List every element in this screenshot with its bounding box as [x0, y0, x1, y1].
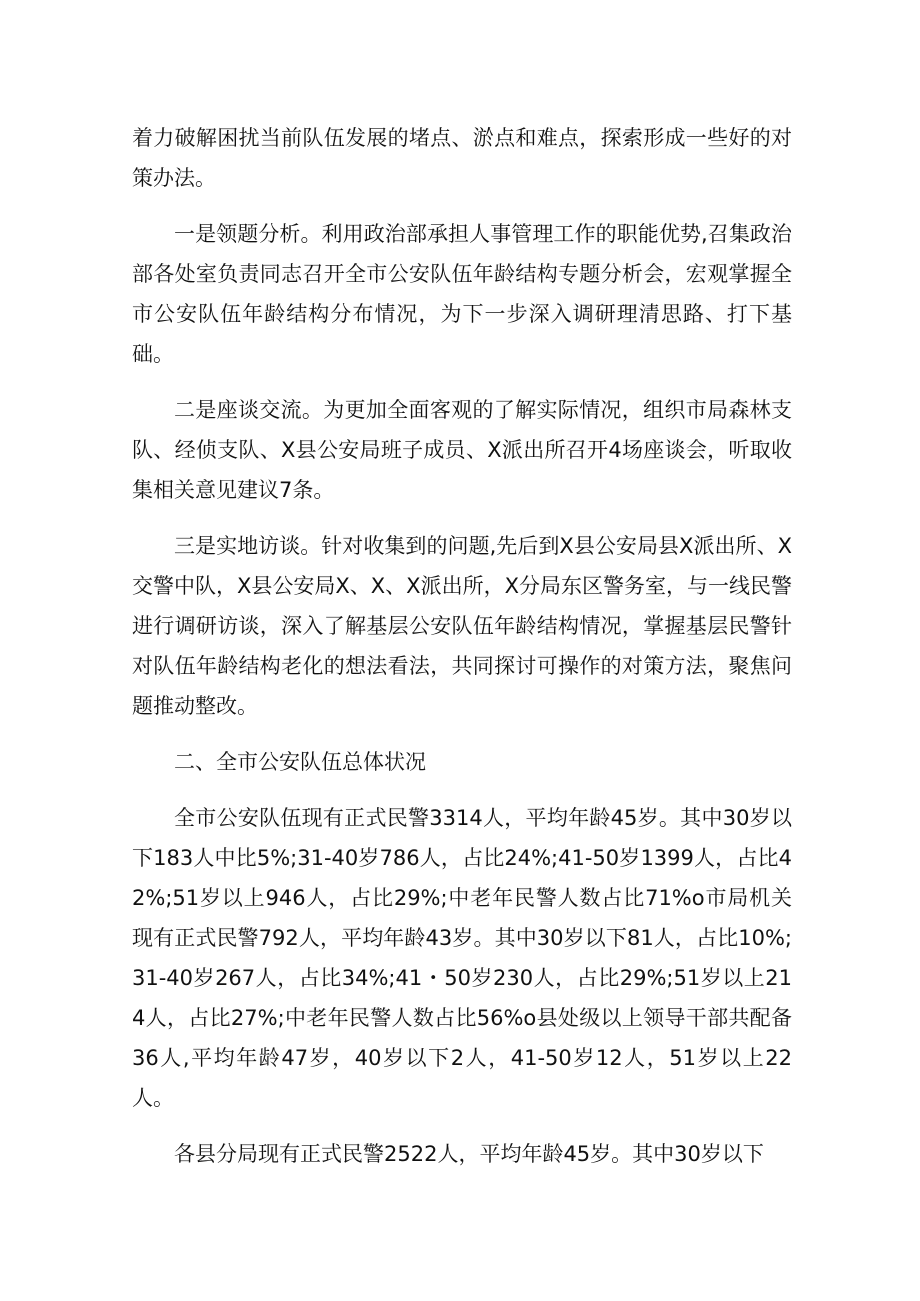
paragraph-county-status: 各县分局现有正式民警2522人，平均年龄45岁。其中30岁以下: [174, 1142, 764, 1166]
section-heading: 二、全市公安队伍总体状况: [174, 750, 426, 774]
document-body: [132, 118, 792, 1190]
paragraph-continuation: 着力破解困扰当前队伍发展的堵点、淤点和难点，探索形成一些好的对策办法。: [132, 126, 792, 190]
paragraph-topic-analysis: 一是领题分析。利用政治部承担人事管理工作的职能优势,召集政治部各处室负责同志召开全市公安队伍年龄结构专题分析会，宏观掌握全市公安队伍年龄结构分布情况，为下一步深入调研理清思路、打下基础。: [132, 222, 792, 366]
paragraph-forum-exchange: 二是座谈交流。为更加全面客观的了解实际情况，组织市局森林支队、经侦支队、X县公安局班子成员、X派出所召开4场座谈会，听取收集相关意见建议7条。: [132, 398, 792, 502]
paragraph-overall-status: 全市公安队伍现有正式民警3314人，平均年龄45岁。其中30岁以下183人中比5%;31-40岁786人，占比24%;41-50岁1399人，占比42%;51岁以上946人，占比29%;中老年民警人数占比71%o市局机关现有正式民警792人，平均年龄43岁。其中30岁以下81人，占比10%;31-40岁267人，占比34%;41・50岁230人，占比29%;51岁以上214人，占比27%;中老年民警人数占比56%o县处级以上领导干部共配备36人,平均年龄47岁，40岁以下2人，41-50岁12人，51岁以上22人。: [132, 806, 792, 1110]
paragraph-field-interviews: 三是实地访谈。针对收集到的问题,先后到X县公安局县X派出所、X交警中队，X县公安局X、X、X派出所，X分局东区警务室，与一线民警进行调研访谈，深入了解基层公安队伍年龄结构情况，掌握基层民警针对队伍年龄结构老化的想法看法，共同探讨可操作的对策方法，聚焦问题推动整改。: [132, 534, 792, 718]
